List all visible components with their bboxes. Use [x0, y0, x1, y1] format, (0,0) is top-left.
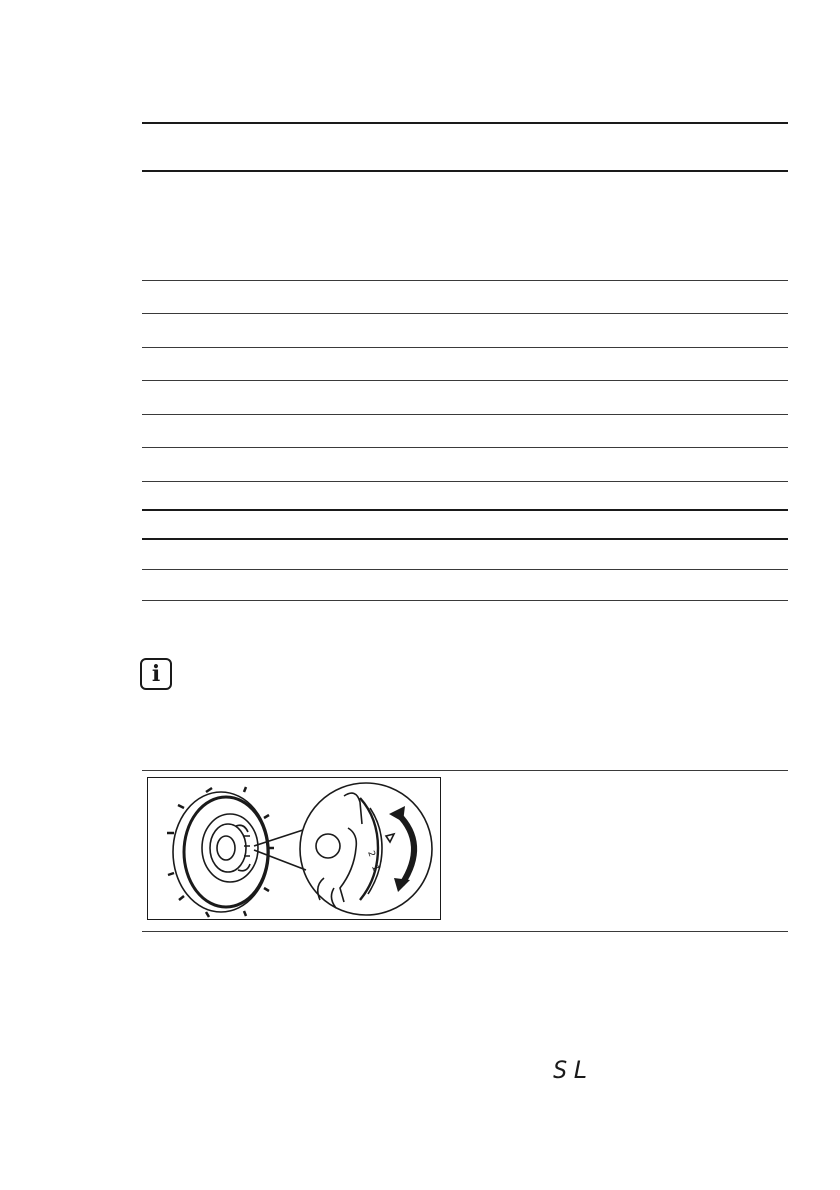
- dial-illustration: [148, 778, 440, 919]
- dial-number-1: 1: [369, 864, 381, 873]
- table-row-rule: [142, 569, 788, 570]
- table-row-rule: [142, 447, 788, 448]
- table-header-rule: [142, 170, 788, 172]
- water-softener-dial-figure: [147, 777, 441, 920]
- info-icon-glyph: i: [151, 661, 161, 687]
- table-row-rule: [142, 509, 788, 511]
- table-top-rule: [142, 122, 788, 124]
- pointer-icon: [386, 834, 394, 842]
- table-row-rule: [142, 280, 788, 281]
- table-row-rule: [142, 414, 788, 415]
- table-row-rule: [142, 600, 788, 601]
- table-row-rule: [142, 313, 788, 314]
- table-row-rule: [142, 481, 788, 482]
- figure-rule-bottom: [142, 931, 788, 932]
- rotate-arrows-icon: [389, 806, 414, 892]
- dial-number-2: 2: [365, 849, 377, 859]
- table-row-rule: [142, 380, 788, 381]
- cap-ring-thick: [184, 797, 268, 907]
- display-readout: SL: [553, 1056, 594, 1084]
- figure-rule-top: [142, 770, 788, 771]
- table-row-rule: [142, 538, 788, 540]
- table-row-rule: [142, 347, 788, 348]
- info-icon: [140, 658, 172, 690]
- magnified-center: [316, 834, 340, 858]
